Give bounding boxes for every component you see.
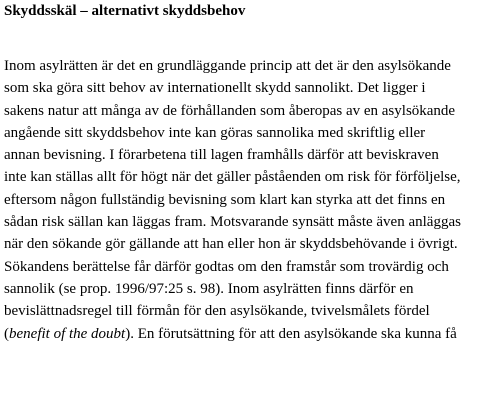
text-line: angående sitt skyddsbehov inte kan göras sannolika med skriftlig eller — [4, 124, 426, 141]
text-line-last — [4, 323, 494, 345]
text-line: annan bevisning. I förarbetena till lagen framhålls därför att beviskraven — [4, 147, 439, 164]
text-line: Inom asylrätten är det en grundläggande princip att det är den asylsökande — [4, 58, 451, 74]
text-line: när den sökande gör gällande att han eller hon är skyddsbehövande i övrigt. — [4, 236, 458, 253]
open-paren: ( — [4, 325, 9, 342]
text-line: sådan risk sällan kan läggas fram. Motsvarande synsätt måste även anläggas — [4, 214, 461, 231]
text-line: som ska göra sitt behov av internationellt skydd sannolikt. Det ligger i — [4, 80, 426, 97]
italic-term: benefit of the doubt — [9, 325, 126, 342]
text-line: bevislättnadsregel till förmån för den asylsökande, tvivelsmålets fördel — [4, 303, 430, 320]
text-line: Sökandens berättelse får därför godtas om den framstår som trovärdig och — [4, 258, 449, 275]
text-line: sakens natur att många av de förhållanden som åberopas av en asylsökande — [4, 102, 456, 119]
text-line: sannolik (se prop. 1996/97:25 s. 98). Inom asylrätten finns därför en — [4, 280, 414, 297]
text-line: inte kan ställas allt för högt när det gäller påståenden om risk för förföljelse, — [4, 169, 461, 186]
text-line: eftersom någon fullständig bevisning som klart kan styrka att det finns en — [4, 191, 446, 208]
body-paragraph — [4, 55, 494, 345]
section-heading: Skyddsskäl – alternativt skyddsbehov — [4, 3, 246, 19]
line-rest: ). En förutsättning för att den asylsökande ska kunna få — [125, 325, 457, 342]
